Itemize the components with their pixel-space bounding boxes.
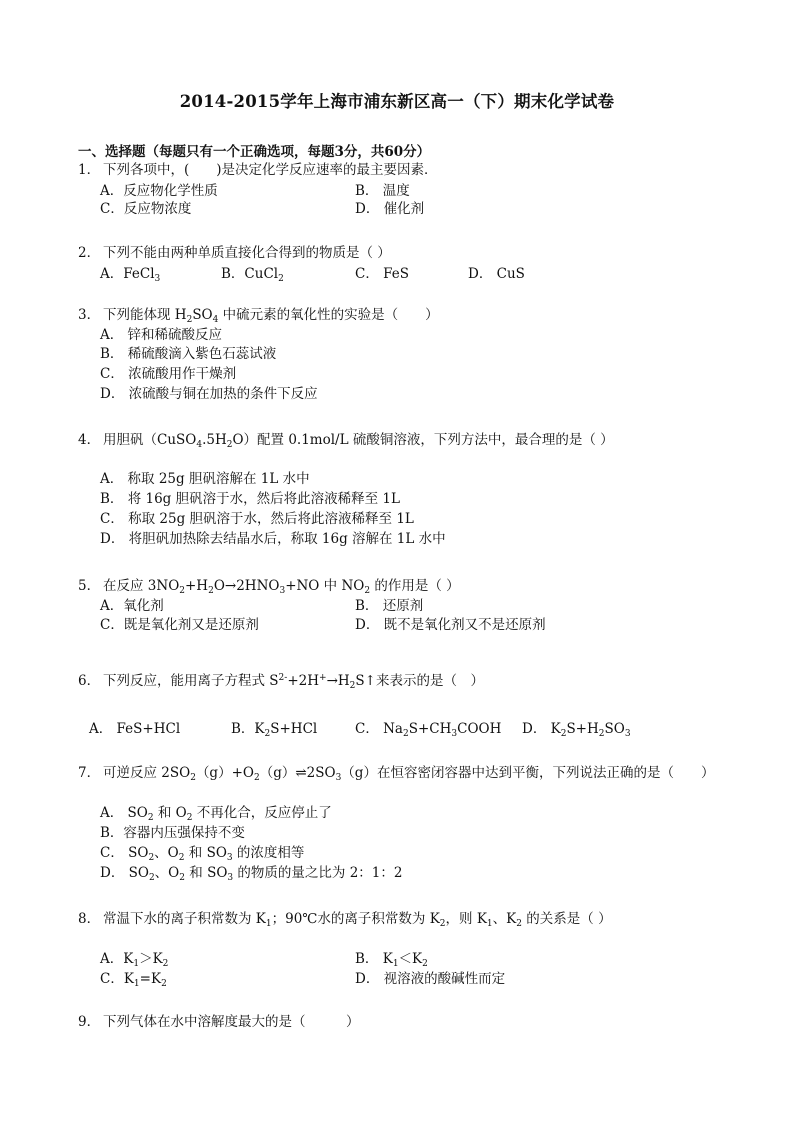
question-5 xyxy=(78,577,758,637)
question-stem: 常温下水的离子积常数为 $K_1$；90℃水的离子积常数为 $K_2$，则 $K_1$、$K_2$ 的关系是（ ） xyxy=(103,911,612,929)
option-a: A． $SO_2$ 和 $O_2$ 不再化合，反应停止了 xyxy=(100,805,332,823)
question-6 xyxy=(78,672,758,741)
option-d: D． CuS xyxy=(468,266,525,282)
question-number: 4． xyxy=(78,432,101,448)
question-number: 2． xyxy=(78,245,101,261)
question-number: 1． xyxy=(78,162,101,178)
question-stem: 下列各项中，( )是决定化学反应速率的最主要因素． xyxy=(103,162,438,178)
question-number: 8． xyxy=(78,911,101,927)
option-b: B．CuCl$_2$ xyxy=(221,266,284,284)
option-b: B．容器内压强保持不变 xyxy=(100,825,245,841)
option-a: A．反应物化学性质 xyxy=(100,183,218,199)
question-number: 7． xyxy=(78,765,101,781)
question-stem: 下列反应，能用离子方程式 $S^{2-}+2H^+\to H_2S↑$来表示的是（ ） xyxy=(103,673,484,691)
option-a: A． 锌和稀硫酸反应 xyxy=(100,327,223,343)
question-7 xyxy=(78,764,758,886)
section-heading: 一、选择题（每题只有一个正确选项，每题3分，共60分） xyxy=(78,144,431,160)
question-stem: 在反应 $3NO_2+H_2O\to 2HNO_3+NO$ 中 $NO_2$ 的作用是（ ） xyxy=(103,578,460,596)
option-b: B． 稀硫酸滴入紫色石蕊试液 xyxy=(100,346,277,362)
option-c: C．既是氧化剂又是还原剂 xyxy=(100,617,259,633)
question-1 xyxy=(78,161,758,221)
question-number: 3． xyxy=(78,307,101,323)
option-c: C．$K_1=K_2$ xyxy=(100,971,167,989)
option-b: B． 将 16g 胆矾溶于水，然后将此溶液稀释至 1L xyxy=(100,491,400,507)
question-9 xyxy=(78,1013,758,1031)
question-number: 5． xyxy=(78,578,101,594)
question-stem: 下列能体现 $H_2SO_4$ 中硫元素的氧化性的实验是（ ） xyxy=(103,307,439,325)
option-c: C．反应物浓度 xyxy=(100,201,192,217)
option-d: D． 既不是氧化剂又不是还原剂 xyxy=(355,617,546,633)
option-a: A．氧化剂 xyxy=(100,598,164,614)
option-d: D． $SO_2$、$O_2$ 和 $SO_3$ 的物质的量之比为 2：1：2 xyxy=(100,865,403,883)
option-b: B． 还原剂 xyxy=(355,598,424,614)
question-8 xyxy=(78,910,758,991)
question-stem: 用胆矾$(CuSO_4.5H_2O)$配置 0.1mol/L 硫酸铜溶液，下列方法中，最合理的是（ ） xyxy=(103,432,614,450)
option-a: A． FeS+HCl xyxy=(89,721,181,737)
option-c: C． $Na_2S+CH_3COOH$ xyxy=(355,721,502,739)
question-stem: 下列不能由两种单质直接化合得到的物质是（ ） xyxy=(103,245,391,261)
question-stem: 可逆反应 $2SO_2(g)+O_2(g)\rightleftharpoons 2SO_3(g)$在恒容密闭容器中达到平衡，下列说法正确的是（ ） xyxy=(103,765,715,783)
question-4 xyxy=(78,431,758,552)
option-c: C． $SO_2$、$O_2$ 和 $SO_3$ 的浓度相等 xyxy=(100,845,305,863)
question-number: 6． xyxy=(78,673,101,689)
option-c: C． FeS xyxy=(355,266,409,282)
question-number: 9． xyxy=(78,1014,101,1030)
option-b: B． $K_1<K_2$ xyxy=(355,951,428,969)
option-a: A．FeCl$_3$ xyxy=(100,266,161,284)
page-title: 2014-2015学年上海市浦东新区高一（下）期末化学试卷 xyxy=(179,92,615,111)
question-stem: 下列气体在水中溶解度最大的是（ ） xyxy=(103,1014,360,1030)
option-d: D． 视溶液的酸碱性而定 xyxy=(355,971,506,987)
option-a: A． 称取 25g 胆矾溶解在 1L 水中 xyxy=(100,471,310,487)
option-d: D． 浓硫酸与铜在加热的条件下反应 xyxy=(100,386,318,402)
option-d: D． $K_2S+H_2SO_3$ xyxy=(522,721,631,739)
option-a: A．$K_1>K_2$ xyxy=(100,951,169,969)
option-d: D． 将胆矾加热除去结晶水后，称取 16g 溶解在 1L 水中 xyxy=(100,531,446,547)
option-b: B． 温度 xyxy=(355,183,410,199)
option-b: B．$K_2S+HCl$ xyxy=(231,721,318,739)
option-d: D． 催化剂 xyxy=(355,201,425,217)
option-c: C． 浓硫酸用作干燥剂 xyxy=(100,366,237,382)
question-2 xyxy=(78,244,758,286)
option-c: C． 称取 25g 胆矾溶于水，然后将此溶液稀释至 1L xyxy=(100,511,414,527)
question-3 xyxy=(78,306,758,408)
